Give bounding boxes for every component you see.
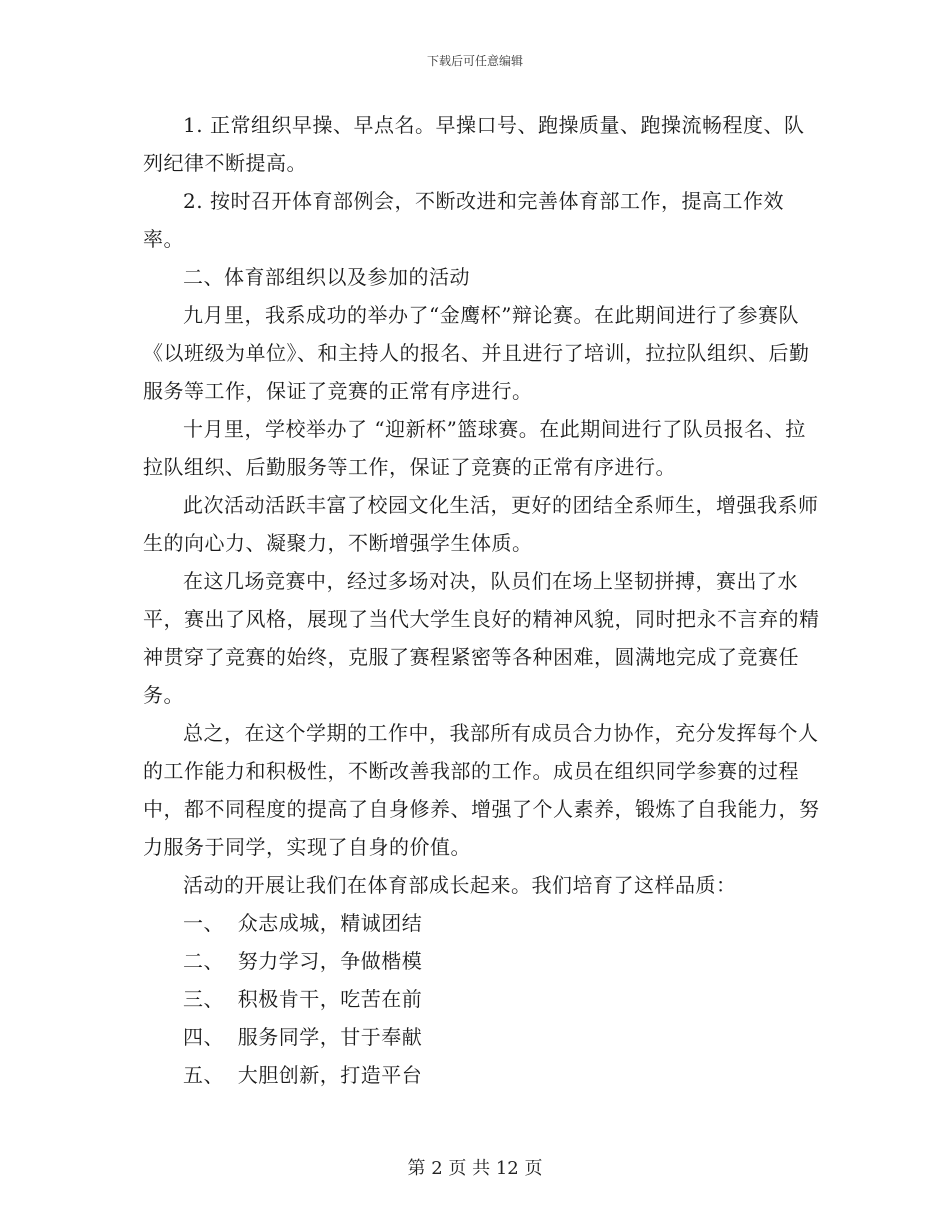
paragraph-qualities-intro: 活动的开展让我们在体育部成长起来。我们培育了这样品质：: [183, 873, 737, 897]
page-header: 下载后可任意编辑: [426, 54, 523, 68]
paragraph-september: 九月里，我系成功的举办了“金鹰杯”辩论赛。在此期间进行了参赛队《以班级为单位》、和主持人的报名、并且进行了培训，拉拉队组织、后勤服务等工作，保证了竞赛的正常有序进行。: [143, 303, 810, 403]
section-heading: 二、体育部组织以及参加的活动: [183, 265, 470, 289]
paragraph-october: 十月里，学校举办了 “迎新杯”篮球赛。在此期间进行了队员报名、拉拉队组织、后勤服务等工作，保证了竞赛的正常有序进行。: [143, 417, 806, 479]
paragraph-item-2: 2. 按时召开体育部例会，不断改进和完善体育部工作，提高工作效率。: [143, 189, 784, 251]
document-body: [143, 106, 823, 1094]
page-number: 第 2 页 共 12 页: [407, 1158, 543, 1179]
list-item: 四、 服务同学，甘于奉献: [183, 1025, 423, 1049]
list-item: 三、 积极肯干，吃苦在前: [183, 987, 423, 1011]
paragraph-competition: 在这几场竞赛中，经过多场对决，队员们在场上坚韧拼搏，赛出了水平，赛出了风格，展现了当代大学生良好的精神风貌，同时把永不言弃的精神贯穿了竞赛的始终，克服了赛程紧密等各种困难，圆满地完成了竞赛任务。: [143, 569, 820, 707]
list-item: 五、 大胆创新，打造平台: [183, 1063, 423, 1087]
list-item: 一、 众志成城，精诚团结: [183, 911, 423, 935]
qualities-list: [143, 904, 823, 1094]
paragraph-conclusion: 总之，在这个学期的工作中，我部所有成员合力协作，充分发挥每个人的工作能力和积极性，不断改善我部的工作。成员在组织同学参赛的过程中，都不同程度的提高了自身修养、增强了个人素养，锻炼了自我能力，努力服务于同学，实现了自身的价值。: [143, 721, 820, 859]
list-item: 二、 努力学习，争做楷模: [183, 949, 423, 973]
paragraph-activity-summary: 此次活动活跃丰富了校园文化生活，更好的团结全系师生，增强我系师生的向心力、凝聚力，不断增强学生体质。: [143, 493, 819, 555]
paragraph-item-1: 1. 正常组织早操、早点名。早操口号、跑操质量、跑操流畅程度、队列纪律不断提高。: [143, 113, 805, 175]
